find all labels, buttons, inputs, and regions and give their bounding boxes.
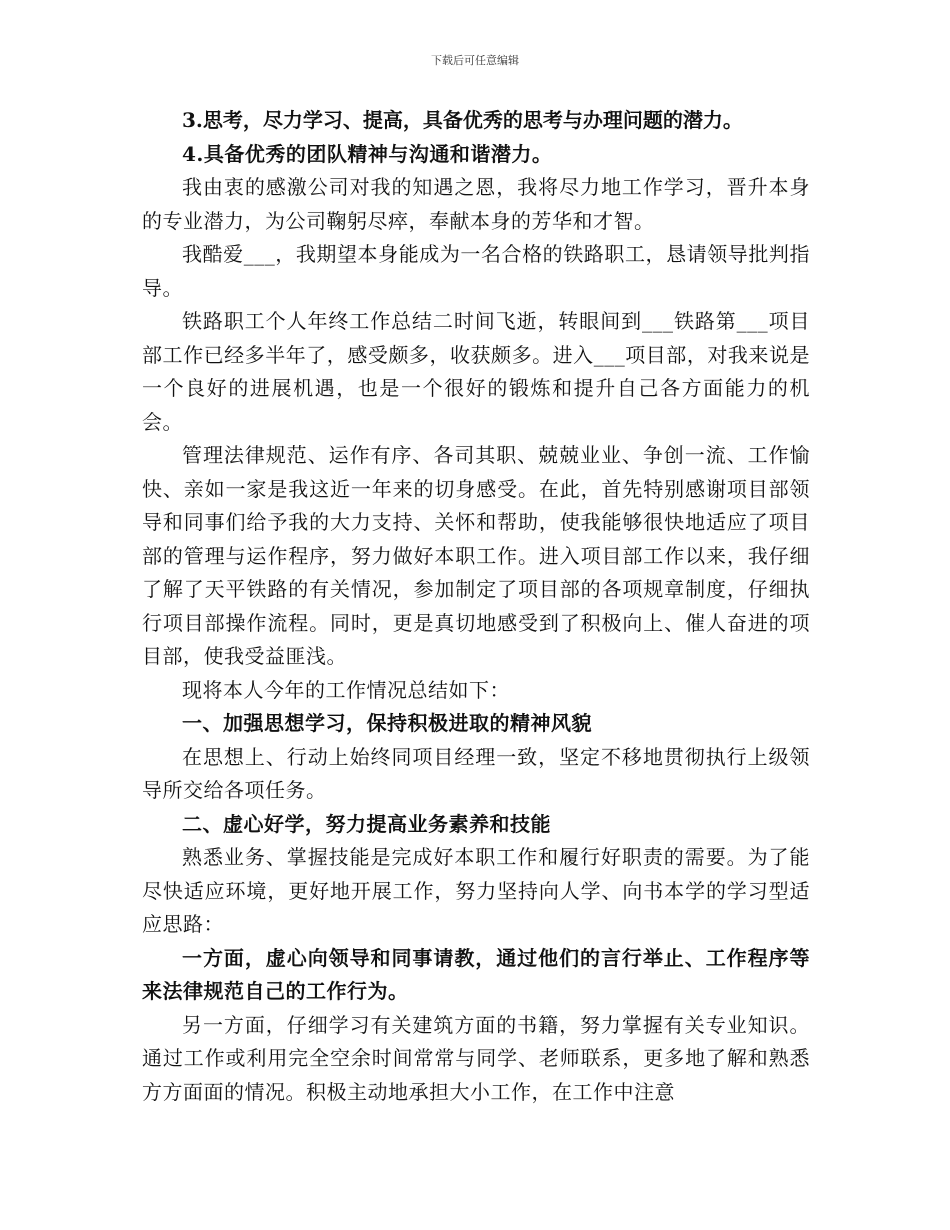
paragraph-one-aspect: 一方面，虚心向领导和同事请教，通过他们的言行举止、工作程序等来法律规范自己的工作行为。 xyxy=(142,945,810,1003)
paragraph-summary-lead: 现将本人今年的工作情况总结如下： xyxy=(182,677,510,702)
paragraph-point-3: 3.思考，尽力学习、提高，具备优秀的思考与办理问题的潜力。 xyxy=(182,108,743,132)
section-heading-one: 一、加强思想学习，保持积极进取的精神风貌 xyxy=(182,711,592,735)
paragraph-business-skills: 熟悉业务、掌握技能是完成好本职工作和履行好职责的需要。为了能尽快适应环境，更好地开展工作，努力坚持向人学、向书本学的学习型适应思路： xyxy=(142,845,810,936)
paragraph-summary-two-intro: 铁路职工个人年终工作总结二时间飞逝，转眼间到___铁路第___项目部工作已经多半年了，感受颇多，收获颇多。进入___项目部，对我来说是一个良好的进展机遇，也是一个很好的锻炼和提升自己各方面能力的机会。 xyxy=(142,309,810,434)
paragraph-thought: 在思想上、行动上始终同项目经理一致，坚定不移地贯彻执行上级领导所交给各项任务。 xyxy=(142,744,810,802)
paragraph-point-4: 4.具备优秀的团队精神与沟通和谐潜力。 xyxy=(182,141,553,166)
section-heading-two: 二、虚心好学，努力提高业务素养和技能 xyxy=(182,811,551,836)
document-body xyxy=(142,104,810,1109)
paragraph-management-feelings: 管理法律规范、运作有序、各司其职、兢兢业业、争创一流、工作愉快、亲如一家是我这近一年来的切身感受。在此，首先特别感谢项目部领导和同事们给予我的大力支持、关怀和帮助，使我能够很快地适应了项目部的管理与运作程序，努力做好本职工作。进入项目部工作以来，我仔细了解了天平铁路的有关情况，参加制定了项目部的各项规章制度，仔细执行项目部操作流程。同时，更是真切地感受到了积极向上、催人奋进的项目部，使我受益匪浅。 xyxy=(142,443,810,668)
paragraph-gratitude: 我由衷的感激公司对我的知遇之恩，我将尽力地工作学习，晋升本身的专业潜力，为公司鞠躬尽瘁，奉献本身的芳华和才智。 xyxy=(142,175,810,233)
page-header: 下载后可任意编辑 xyxy=(431,54,519,67)
paragraph-aspiration: 我酷爱___，我期望本身能成为一名合格的铁路职工，恳请领导批判指导。 xyxy=(142,242,810,300)
paragraph-other-aspect: 另一方面，仔细学习有关建筑方面的书籍，努力掌握有关专业知识。通过工作或利用完全空余时间常常与同学、老师联系，更多地了解和熟悉方方面面的情况。积极主动地承担大小工作，在工作中注意 xyxy=(142,1012,810,1104)
